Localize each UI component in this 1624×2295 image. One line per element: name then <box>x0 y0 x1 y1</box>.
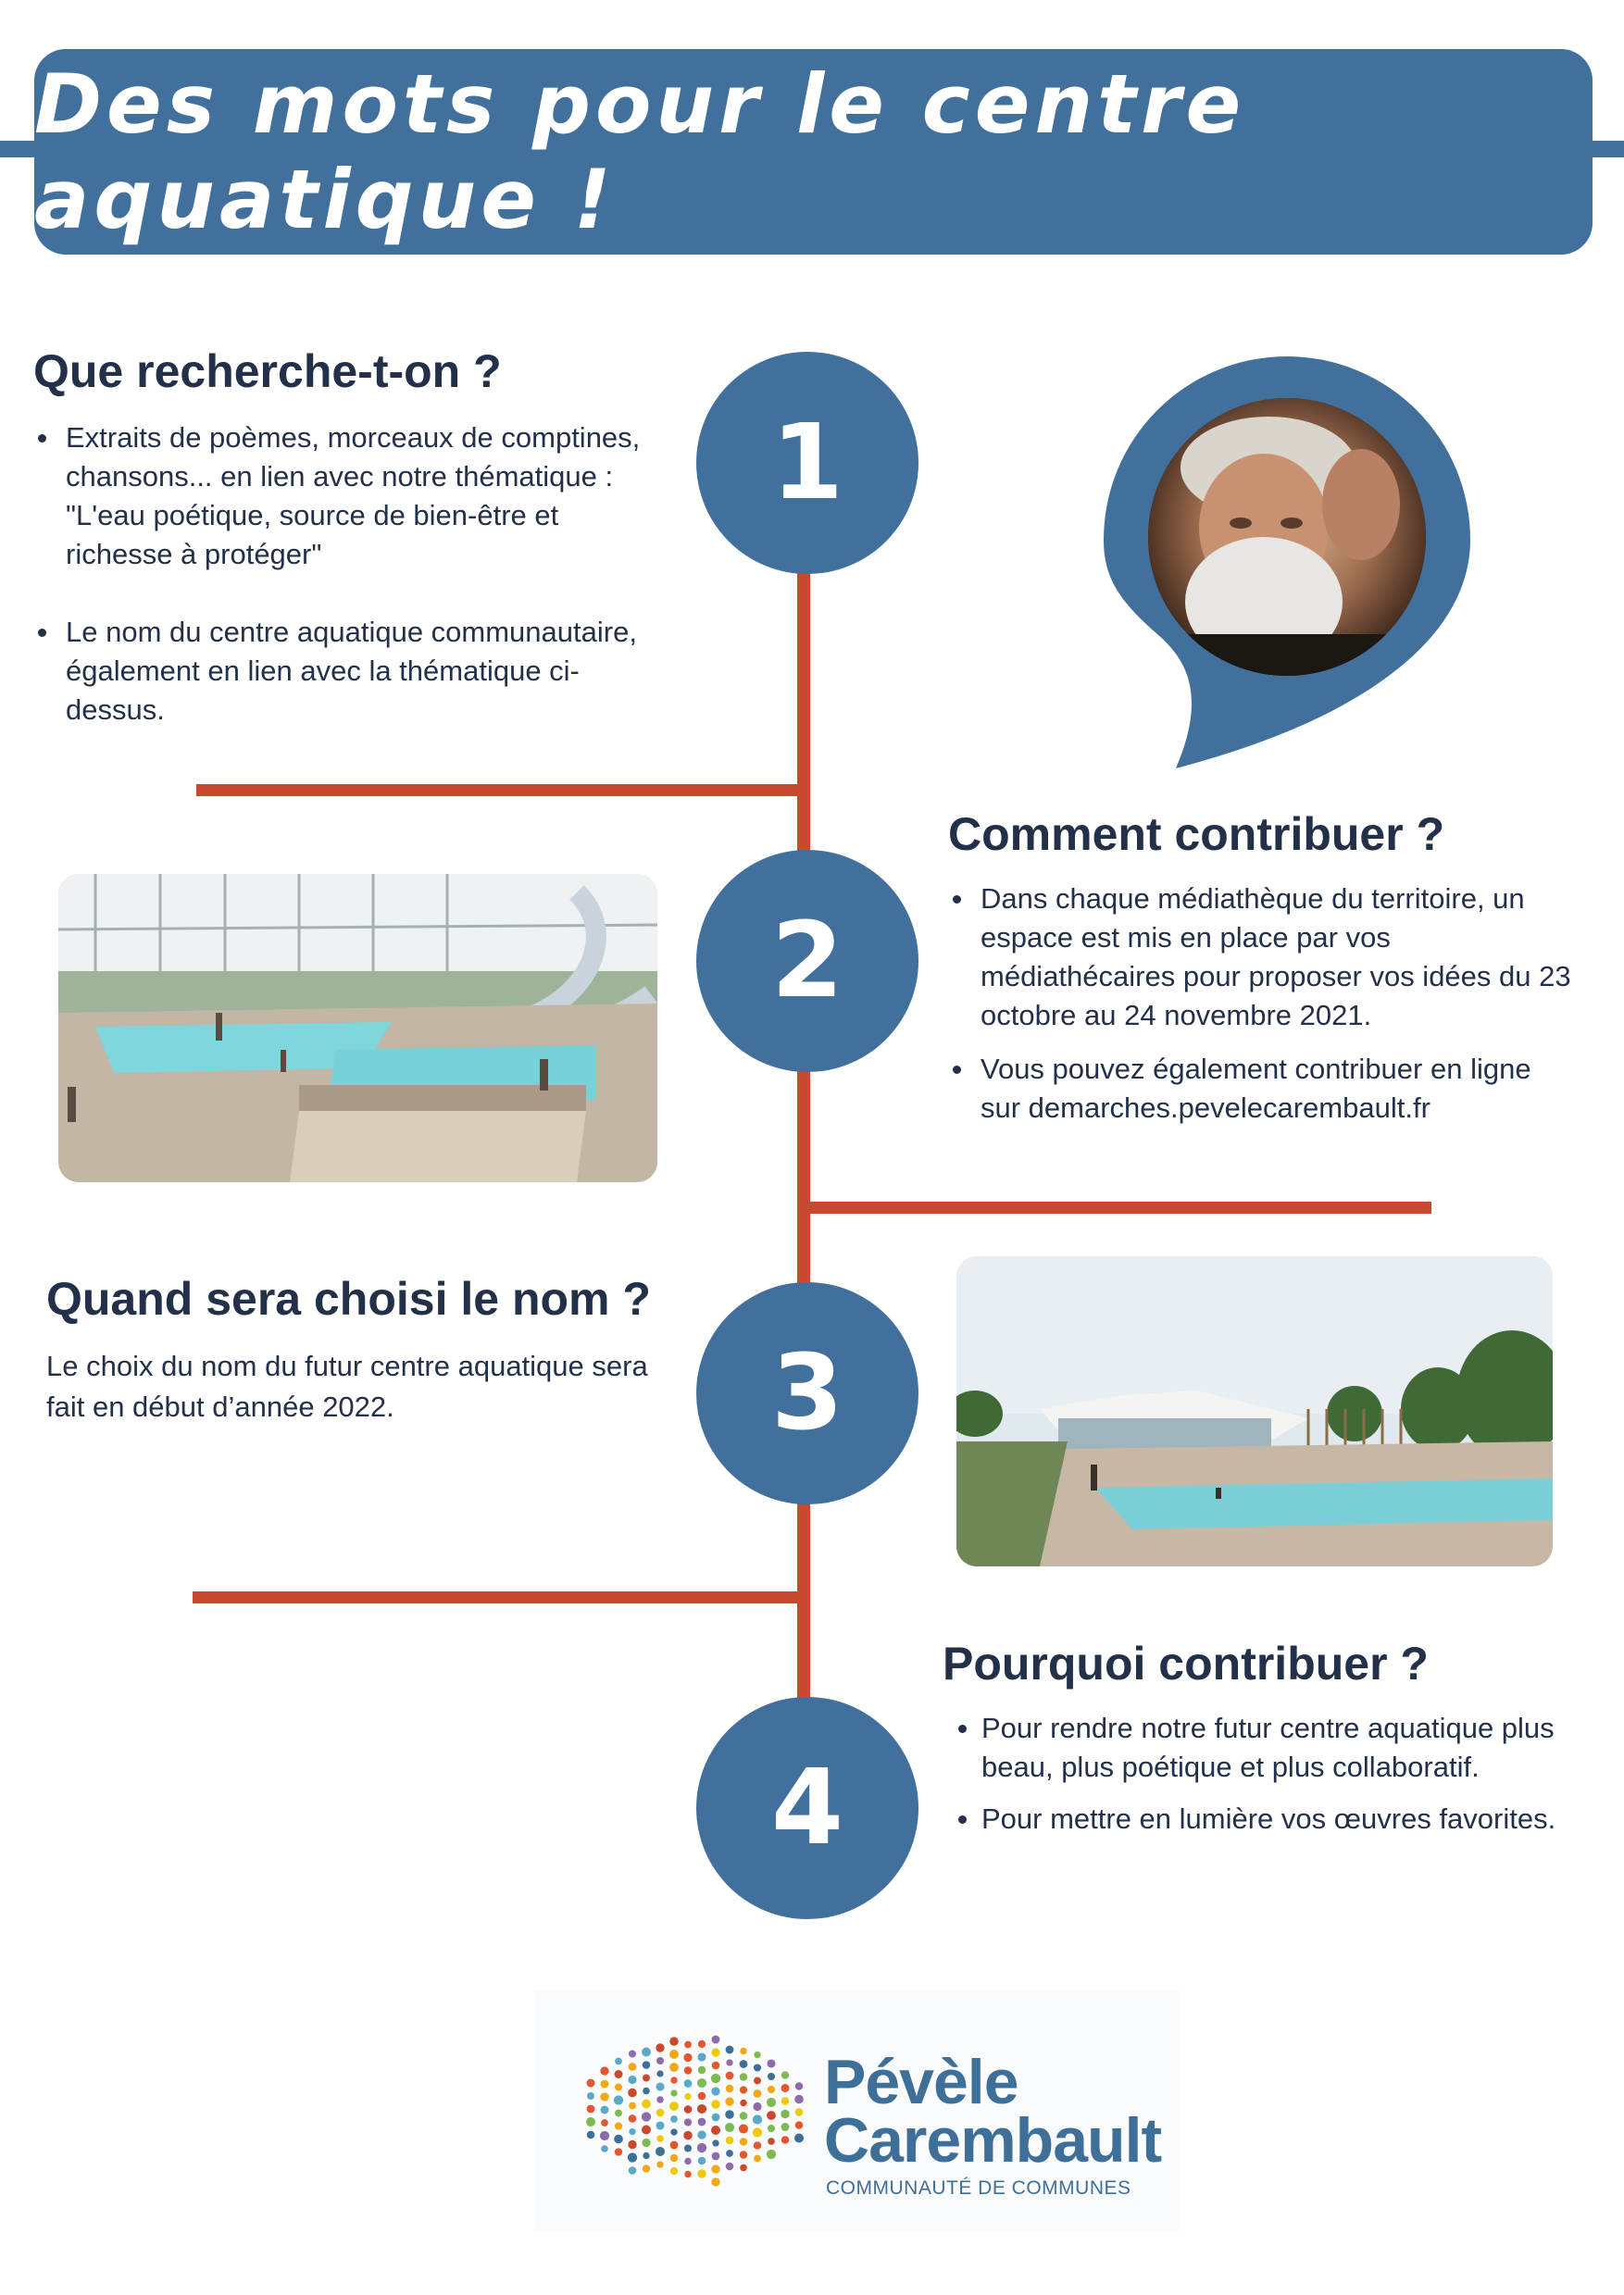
list-item: Vous pouvez également contribuer en ligne sur demarches.pevelecarembault.fr <box>948 1050 1578 1128</box>
step-circle-3 <box>696 1282 918 1504</box>
section-how <box>948 807 1596 1128</box>
list-item: Extraits de poèmes, morceaux de comptines, chansons... en lien avec notre thématique : "L'eau poétique, source de bien-être et richesse à protéger" <box>33 418 672 574</box>
map-pin-icon <box>1102 356 1472 773</box>
section-when <box>46 1272 722 1428</box>
timeline-branch-2 <box>797 1202 1431 1214</box>
section-heading: Pourquoi contribuer ? <box>943 1638 1429 1690</box>
page-title: Des mots pour le centre aquatique ! <box>34 56 1246 247</box>
section-heading: Quand sera choisi le nom ? <box>46 1273 651 1325</box>
step-circle-2 <box>696 850 918 1072</box>
bullet-list <box>948 879 1578 1128</box>
timeline-vertical-line <box>797 518 810 1768</box>
title-banner <box>34 49 1593 255</box>
section-what <box>33 344 681 730</box>
list-item: Pour rendre notre futur centre aquatique plus beau, plus poétique et plus collaboratif. <box>954 1709 1563 1787</box>
logo-subtitle: COMMUNAUTÉ DE COMMUNES <box>826 2177 1131 2199</box>
logo-name-line1: Pévèle <box>824 2047 1018 2117</box>
dot-pattern-logo-mark <box>581 2027 822 2203</box>
section-text: Le choix du nom du futur centre aquatique sera fait en début d’année 2022. <box>46 1350 648 1423</box>
step-number: 4 <box>771 1748 843 1868</box>
list-item: Le nom du centre aquatique communautaire, également en lien avec la thématique ci-dessus. <box>33 613 672 730</box>
step-circle-4 <box>696 1697 918 1919</box>
timeline-branch-1 <box>196 784 810 796</box>
step-number: 2 <box>771 901 843 1021</box>
step-circle-1 <box>696 352 918 574</box>
organization-logo <box>535 1990 1180 2231</box>
bullet-list <box>33 418 672 730</box>
section-why <box>943 1637 1591 1839</box>
list-item: Dans chaque médiathèque du territoire, un espace est mis en place par vos médiathécaires pour proposer vos idées du 23 octobre au 24 novembre 2021. <box>948 879 1578 1035</box>
section-heading: Que recherche-t-on ? <box>33 345 502 397</box>
step-number: 3 <box>771 1333 843 1453</box>
logo-name-line2: Carembault <box>824 2105 1162 2176</box>
bullet-list <box>943 1709 1563 1839</box>
outdoor-pool-image <box>956 1256 1553 1566</box>
list-item: Pour mettre en lumière vos œuvres favorites. <box>954 1800 1563 1839</box>
indoor-pool-image <box>58 874 657 1182</box>
timeline-branch-3 <box>193 1591 810 1603</box>
section-heading: Comment contribuer ? <box>948 808 1445 860</box>
step-number: 1 <box>771 403 843 523</box>
